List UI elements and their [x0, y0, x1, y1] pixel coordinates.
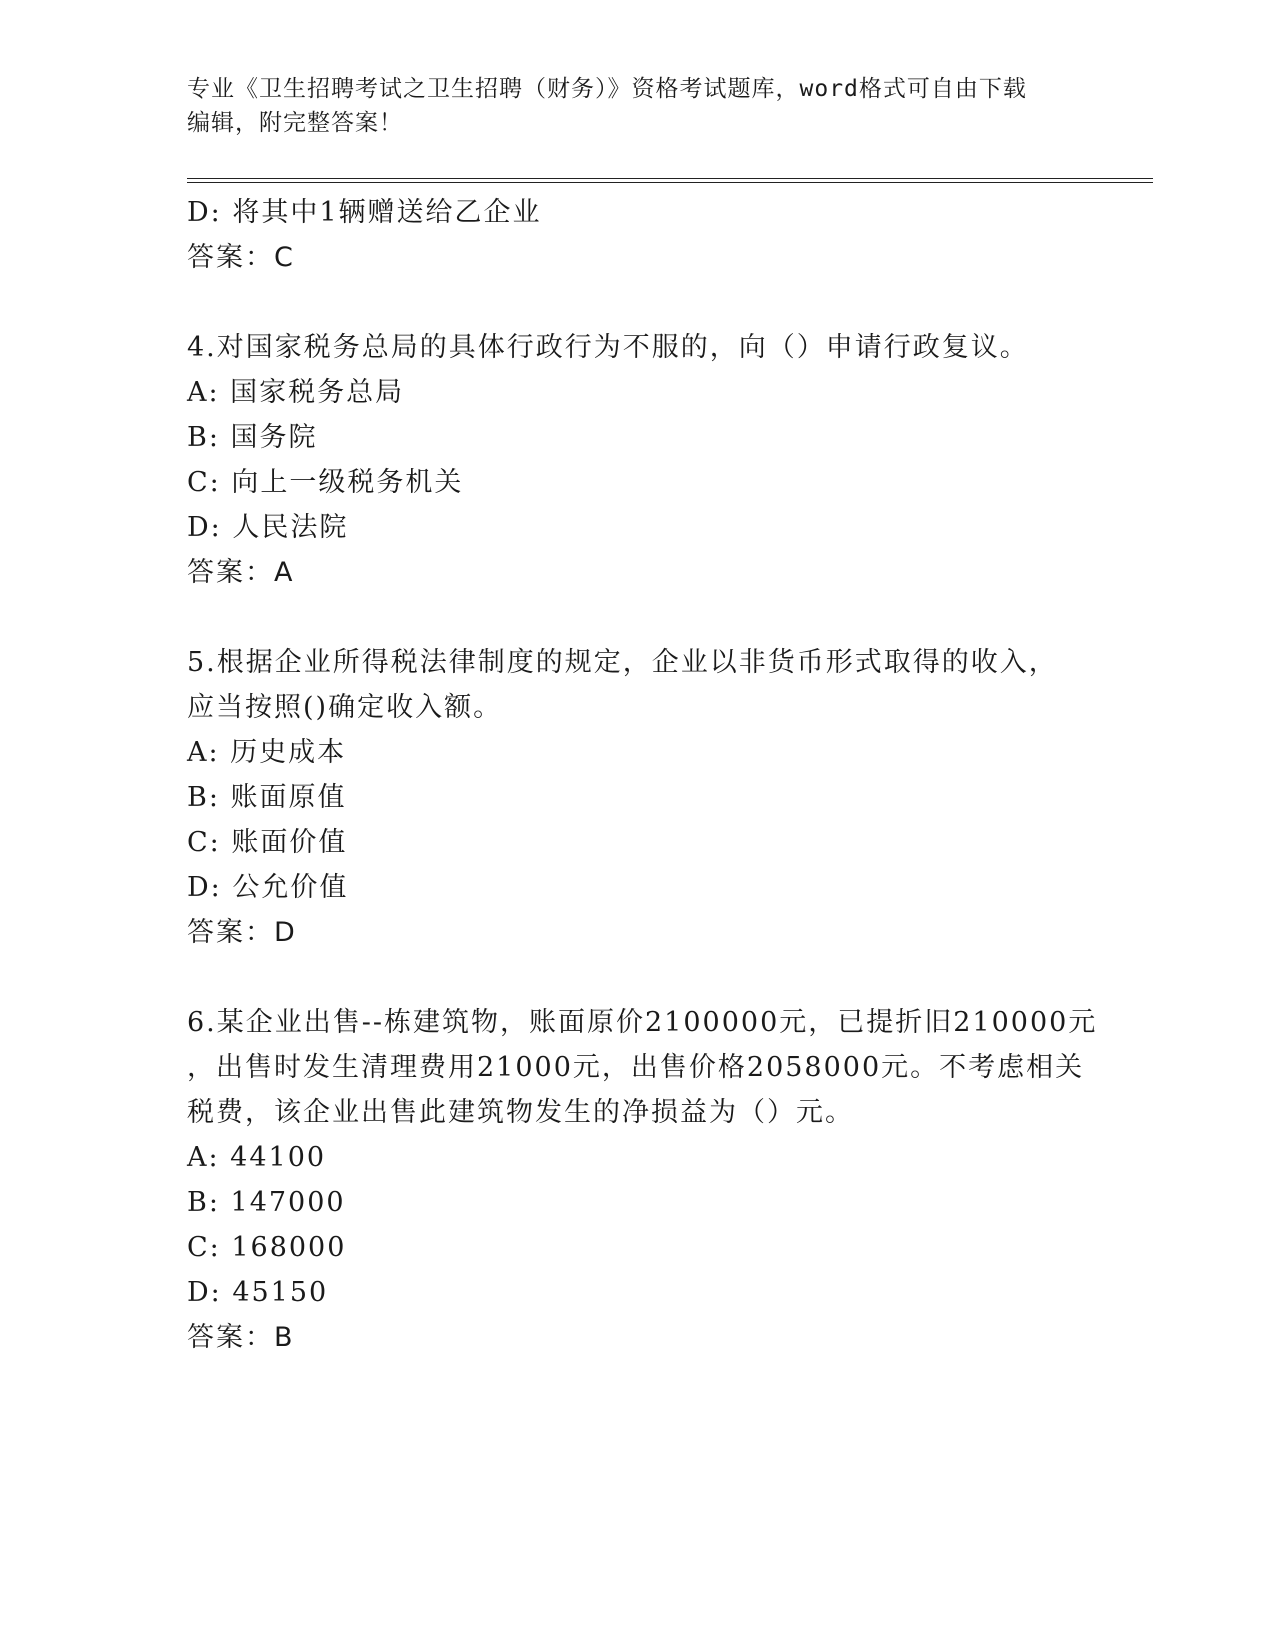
option-c: C: 账面价值 — [187, 827, 348, 858]
option-d: D: 人民法院 — [187, 512, 349, 543]
answer-line: 答案：A — [187, 557, 295, 588]
question-stem: 6.某企业出售--栋建筑物，账面原价2100000元，已提折旧210000元 — [187, 1007, 1098, 1038]
question-6 — [187, 1000, 1098, 1360]
question-stem: 4.对国家税务总局的具体行政行为不服的，向（）申请行政复议。 — [187, 332, 1029, 363]
option-b: B: 账面原值 — [187, 782, 347, 813]
option-d: D: 公允价值 — [187, 872, 349, 903]
header-line-1: 专业《卫生招聘考试之卫生招聘（财务）》资格考试题库，word格式可自由下载 — [187, 76, 1027, 102]
previous-question-tail — [187, 190, 1087, 280]
question-stem-continued: ，出售时发生清理费用21000元，出售价格2058000元。不考虑相关 — [187, 1052, 1085, 1083]
question-stem-continued: 应当按照()确定收入额。 — [187, 692, 503, 723]
option-a: A: 44100 — [187, 1142, 327, 1173]
header-divider-bottom — [187, 182, 1153, 183]
option-d: D: 45150 — [187, 1277, 329, 1308]
option-c: C: 168000 — [187, 1232, 347, 1263]
option-c: C: 向上一级税务机关 — [187, 467, 464, 498]
option-d: D: 将其中1辆赠送给乙企业 — [187, 197, 542, 228]
spacer — [187, 955, 1087, 1000]
answer-line: 答案：B — [187, 1322, 295, 1353]
question-stem: 5.根据企业所得税法律制度的规定，企业以非货币形式取得的收入， — [187, 647, 1058, 678]
question-4 — [187, 325, 1087, 595]
option-b: B: 147000 — [187, 1187, 346, 1218]
header-line-2: 编辑，附完整答案！ — [187, 110, 403, 136]
question-stem-continued: 税费，该企业出售此建筑物发生的净损益为（）元。 — [187, 1097, 854, 1128]
question-5 — [187, 640, 1087, 955]
answer-line: 答案：C — [187, 242, 295, 273]
option-a: A: 国家税务总局 — [187, 377, 405, 408]
spacer — [187, 280, 1087, 325]
option-a: A: 历史成本 — [187, 737, 347, 768]
question-content — [187, 190, 1098, 1360]
header-divider-top — [187, 178, 1153, 179]
document-header — [187, 72, 1067, 140]
option-b: B: 国务院 — [187, 422, 318, 453]
answer-line: 答案：D — [187, 917, 297, 948]
spacer — [187, 595, 1087, 640]
